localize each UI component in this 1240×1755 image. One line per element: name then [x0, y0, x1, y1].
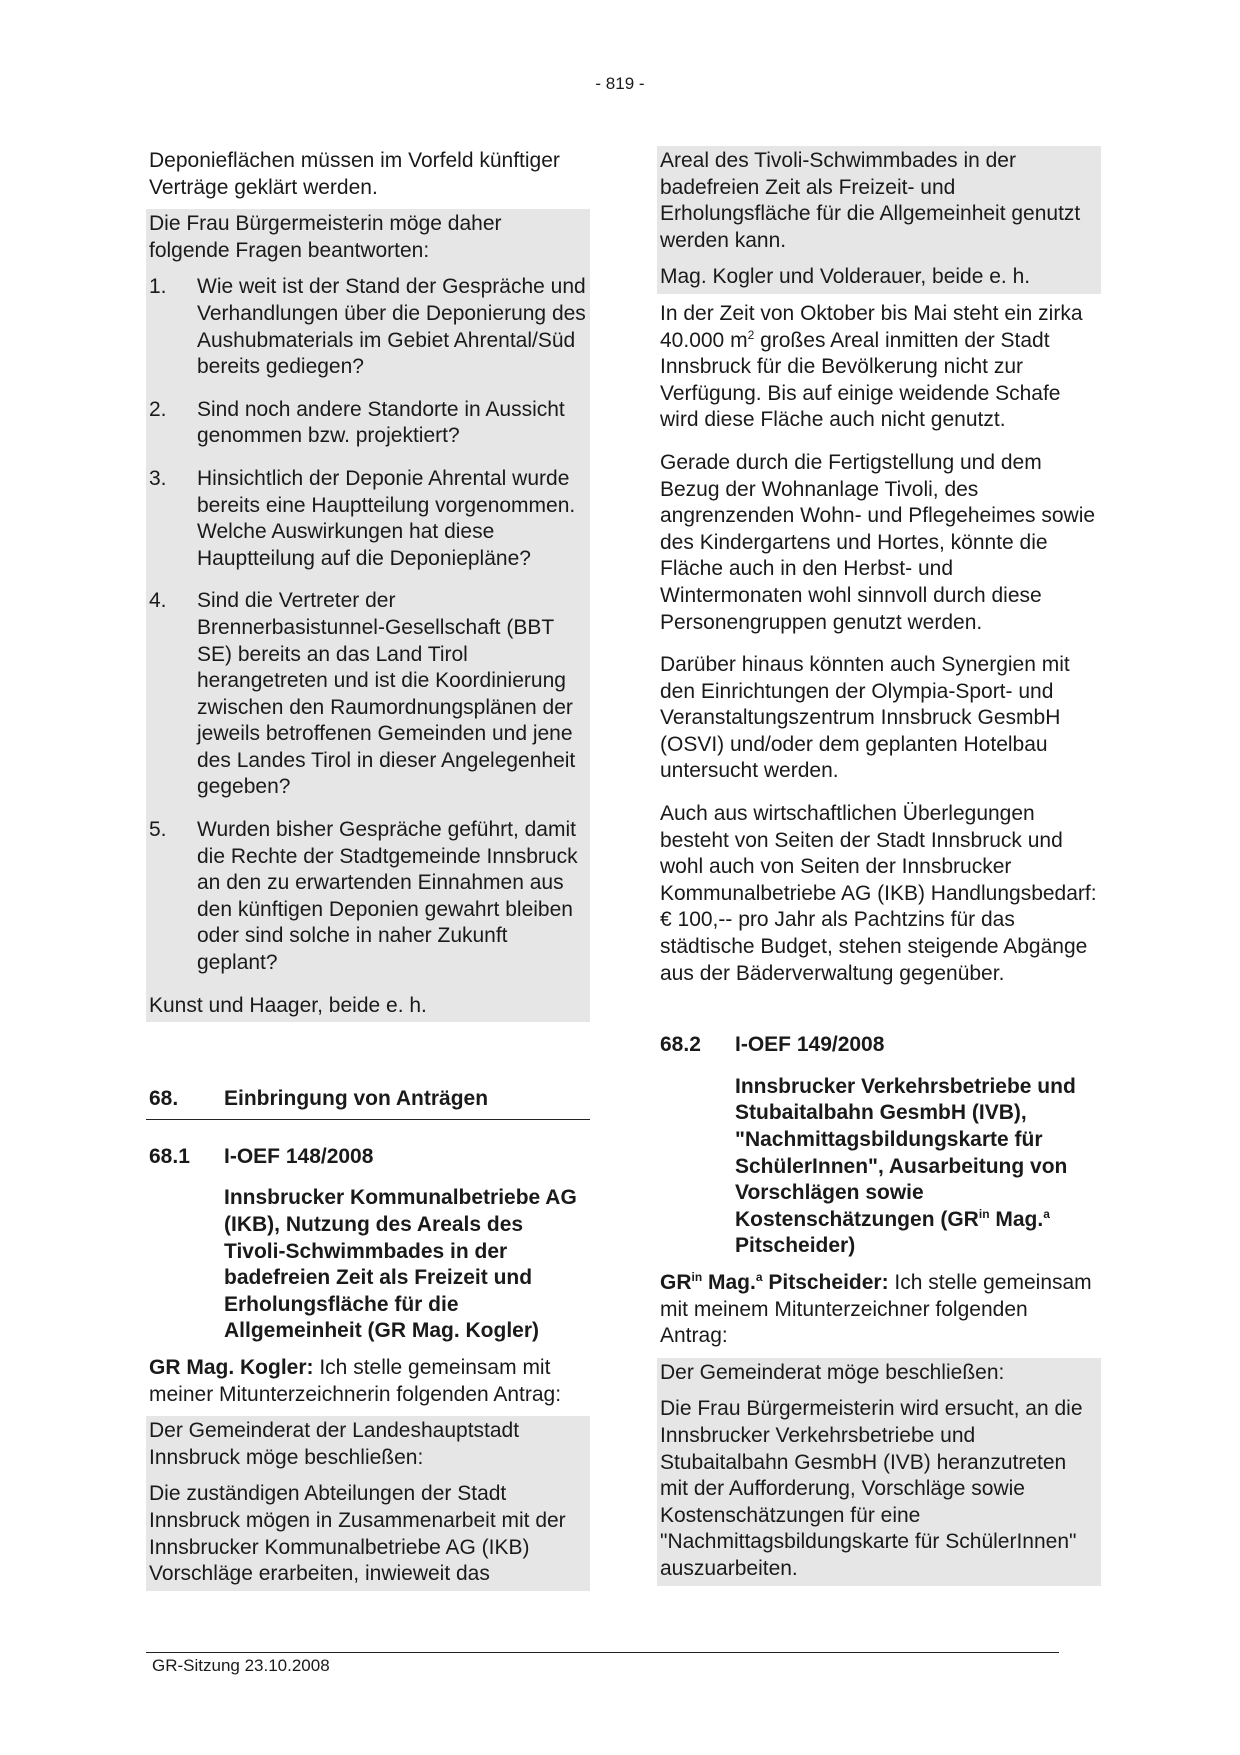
subsection-title — [657, 1072, 1101, 1263]
superscript: in — [691, 1269, 703, 1284]
text-fragment: Pitscheider: — [762, 1270, 889, 1294]
list-text: Sind noch andere Standorte in Aussicht genommen bzw. projektiert? — [197, 397, 565, 448]
text-fragment: Mag. — [702, 1270, 756, 1294]
list-item — [146, 464, 590, 575]
text-fragment: großes Areal inmitten der Stadt Innsbruck für die Bevölkerung nicht zur Verfügung. Bis auf einige weidende Schafe wird diese Fläche auch nicht genutzt. — [660, 328, 1061, 432]
list-item — [146, 272, 590, 383]
motion-continued-block — [657, 146, 1101, 294]
list-item — [146, 586, 590, 804]
paragraph: Darüber hinaus könnten auch Synergien mit den Einrichtungen der Olympia-Sport- und Veranstaltungszentrum Innsbruck GesmbH (OSVI) und/oder dem geplanten Hotelbau untersucht werden. — [660, 653, 1070, 783]
section-heading — [146, 1084, 590, 1120]
list-number: 3. — [149, 466, 167, 490]
paragraph: Gerade durch die Fertigstellung und dem Bezug der Wohnanlage Tivoli, des angrenzenden Wohn- und Pflegeheimes sowie des Kindergartens und Hortes, könnte die Fläche auch in den Herbst- und Wintermonaten wohl sinnvoll durch diese Personengruppen genutzt werden. — [660, 450, 1096, 634]
section-number: 68. — [149, 1087, 179, 1111]
subsection-id: I-OEF 148/2008 — [224, 1144, 374, 1168]
signers: Kunst und Haager, beide e. h. — [149, 993, 427, 1017]
superscript: a — [755, 1269, 763, 1284]
subsection-id: I-OEF 149/2008 — [735, 1033, 885, 1057]
paragraph: Auch aus wirtschaftlichen Überlegungen besteht von Seiten der Stadt Innsbruck und wohl auch von Seiten der Innsbrucker Kommunalbetriebe AG (IKB) Handlungsbedarf: € 100,-- pro Jahr als Pachtzins für das städtische Budget, stehen steigende Abgänge aus der Bäderverwaltung gegenüber. — [660, 802, 1097, 985]
text-fragment: Innsbrucker Verkehrsbetriebe und Stubaitalbahn GesmbH (IVB), "Nachmittagsbildungskarte für SchülerInnen", Ausarbeitung von Vorschlägen sowie Kostenschätzungen (GR — [735, 1074, 1076, 1231]
list-number: 4. — [149, 589, 167, 613]
inquiry-intro: Die Frau Bürgermeisterin möge daher folgende Fragen beantworten: — [149, 212, 502, 262]
motion-text: Die zuständigen Abteilungen der Stadt Innsbruck mögen in Zusammenarbeit mit der Innsbrucker Kommunalbetriebe AG (IKB) Vorschläge erarbeiten, inwieweit das — [149, 1482, 566, 1586]
motion-intro: Der Gemeinderat der Landeshauptstadt Innsbruck möge beschließen: — [149, 1419, 520, 1469]
footer-text: GR-Sitzung 23.10.2008 — [152, 1656, 330, 1675]
inquiry-block — [146, 209, 590, 1022]
paragraph — [657, 299, 1101, 437]
list-text: Hinsichtlich der Deponie Ahrental wurde bereits eine Hauptteilung vorgenommen. Welche Auswirkungen hat diese Hauptteilung auf die Deponiepläne? — [197, 466, 576, 570]
list-item — [146, 395, 590, 453]
paragraph: Deponieflächen müssen im Vorfeld künftiger Verträge geklärt werden. — [149, 149, 560, 199]
list-number: 5. — [149, 818, 167, 842]
text-fragment: In der Zeit von Oktober bis Mai steht ein zirka 40.000 m — [660, 301, 1083, 352]
superscript: 2 — [747, 327, 755, 342]
subsection-heading — [657, 1030, 1101, 1062]
speaker-name: GR Mag. Kogler: — [149, 1355, 314, 1379]
list-text: Sind die Vertreter der Brennerbasistunnel-Gesellschaft (BBT SE) bereits an das Land Tirol herangetreten und ist die Koordinierung zwischen den Raumordnungsplänen der jeweils betroffenen Gemeinden und jene des Landes Tirol in dieser Angelegenheit gegeben? — [197, 589, 576, 799]
text-fragment: Mag. — [989, 1207, 1044, 1231]
page-number: - 819 - — [595, 74, 645, 93]
motion-block — [146, 1416, 590, 1591]
speaker-paragraph — [657, 1268, 1101, 1353]
footer-divider — [146, 1652, 1059, 1653]
signers: Mag. Kogler und Volderauer, beide e. h. — [660, 265, 1031, 289]
subsection-number: 68.1 — [149, 1144, 190, 1168]
text-fragment: GR — [660, 1270, 692, 1294]
speaker-name — [660, 1271, 889, 1294]
motion-intro: Der Gemeinderat möge beschließen: — [660, 1360, 1005, 1384]
list-text: Wurden bisher Gespräche geführt, damit die Rechte der Stadtgemeinde Innsbruck an den zu erwartenden Einnahmen aus den künftigen Deponien gewahrt bleiben oder sind solche in naher Zukunft geplant? — [197, 818, 578, 975]
list-text: Wie weit ist der Stand der Gespräche und Verhandlungen über die Deponierung des Aushubmaterials im Gebiet Ahrental/Süd bereits gediegen? — [197, 275, 586, 379]
list-number: 2. — [149, 397, 167, 421]
list-item — [146, 815, 590, 980]
motion-text: Die Frau Bürgermeisterin wird ersucht, an die Innsbrucker Verkehrsbetriebe und Stubaitalbahn GesmbH (IVB) heranzutreten mit der Aufforderung, Vorschläge sowie Kostenschätzungen für eine "Nachmittagsbildungskarte für SchülerInnen" auszuarbeiten. — [660, 1397, 1083, 1580]
subsection-heading — [146, 1142, 590, 1174]
right-column — [657, 146, 1101, 1586]
superscript: a — [1043, 1206, 1050, 1221]
left-column — [146, 146, 590, 1591]
list-number: 1. — [149, 275, 167, 299]
subsection-number: 68.2 — [660, 1033, 701, 1057]
text-fragment: Pitscheider) — [735, 1234, 856, 1258]
speaker-text: Ich stelle gemeinsam mit meiner Mitunterzeichnerin folgenden Antrag: — [149, 1355, 562, 1406]
section-title: Einbringung von Anträgen — [224, 1087, 489, 1111]
superscript: in — [978, 1206, 990, 1221]
subsection-title: Innsbrucker Kommunalbetriebe AG (IKB), Nutzung des Areals des Tivoli-Schwimmbades in der badefreien Zeit als Freizeit und Erholungsfläche für die Allgemeinheit (GR Mag. Kogler) — [224, 1186, 577, 1343]
speaker-paragraph — [146, 1353, 590, 1411]
speaker-text: Ich stelle gemeinsam mit meinem Mitunterzeichner folgenden Antrag: — [660, 1270, 1092, 1348]
paragraph: Areal des Tivoli-Schwimmbades in der badefreien Zeit als Freizeit- und Erholungsfläche für die Allgemeinheit genutzt werden kann. — [660, 149, 1081, 252]
motion-block — [657, 1358, 1101, 1586]
